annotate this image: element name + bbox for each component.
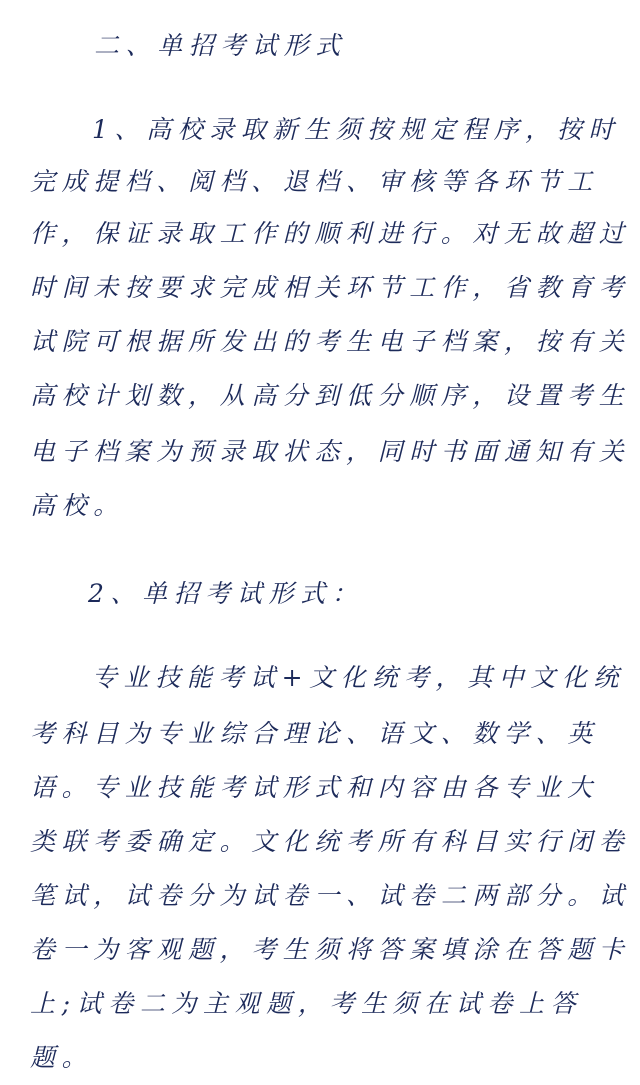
- item1-line-2: 完成提档、阅档、退档、审核等各环节工: [30, 167, 599, 196]
- item1-line-8: 高校。: [30, 491, 125, 520]
- item2-line-4: 类联考委确定。文化统考所有科目实行闭卷: [30, 827, 631, 856]
- section-heading-text: 二、单招考试形式: [94, 31, 347, 60]
- item2-line-8: 题。: [30, 1043, 94, 1072]
- item2-line-1: 专业技能考试+文化统考，其中文化统: [92, 663, 626, 692]
- item1-line-5: 试院可根据所发出的考生电子档案，按有关: [30, 327, 631, 356]
- item2-heading: 2、单招考试形式：: [88, 579, 364, 608]
- item1-line-6: 高校计划数，从高分到低分顺序，设置考生: [30, 381, 631, 410]
- item1-line-4: 时间未按要求完成相关环节工作，省教育考: [30, 273, 631, 302]
- item2-line-5: 笔试，试卷分为试卷一、试卷二两部分。试: [30, 881, 631, 910]
- item2-line-3: 语。专业技能考试形式和内容由各专业大: [30, 773, 599, 802]
- item1-line-7: 电子档案为预录取状态，同时书面通知有关: [30, 437, 631, 466]
- item1-line-3: 作，保证录取工作的顺利进行。对无故超过: [30, 219, 631, 248]
- item2-line-6: 卷一为客观题，考生须将答案填涂在答题卡: [30, 935, 631, 964]
- item1-line-1: 1、高校录取新生须按规定程序，按时: [92, 115, 621, 144]
- item2-line-7: 上;试卷二为主观题，考生须在试卷上答: [30, 989, 583, 1018]
- item2-line-2: 考科目为专业综合理论、语文、数学、英: [30, 719, 599, 748]
- section-heading: [94, 26, 634, 66]
